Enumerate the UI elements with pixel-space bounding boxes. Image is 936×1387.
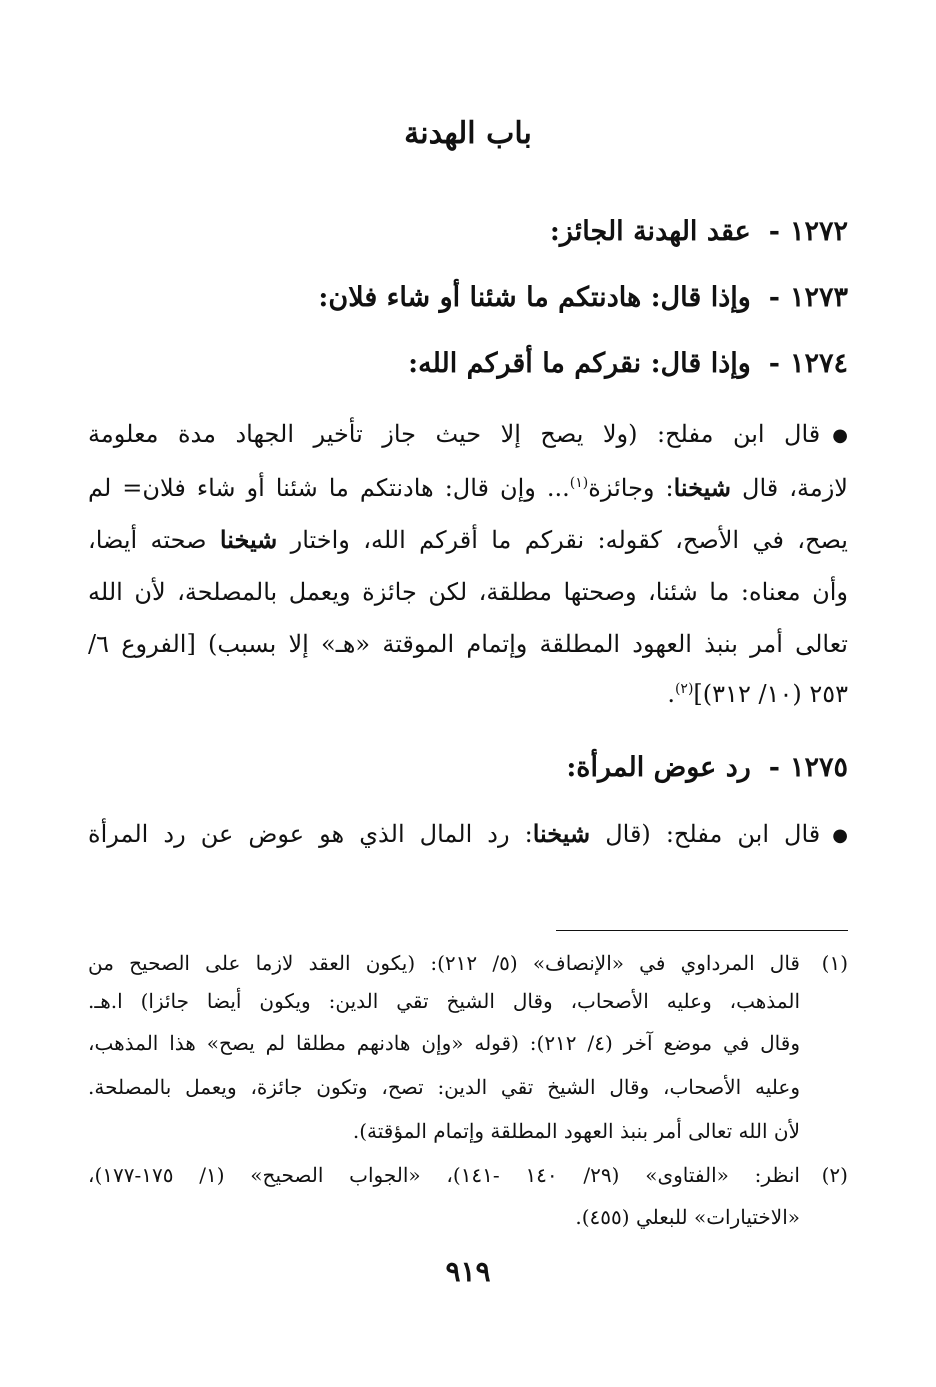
section-title: عقد الهدنة الجائز:: [549, 216, 751, 247]
paragraph-text: لازمة، قال: [731, 474, 848, 502]
section-dash: -: [768, 282, 780, 313]
page-number: ٩١٩: [445, 1255, 491, 1288]
section-heading-1275: [88, 746, 848, 790]
paragraph-text: يصح، في الأصح، كقوله: نقركم ما أقركم الله، واختار: [277, 526, 848, 554]
paragraph-line: [88, 414, 848, 456]
emphasis-shaykhuna: شيخنا: [219, 525, 278, 554]
section-dash: -: [768, 216, 780, 247]
footnote-text: انظر: «الفتاوى» (٢٩/ ١٤٠ -١٤١)، «الجواب الصحيح» (١/ ١٧٥-١٧٧)،: [88, 1163, 800, 1187]
bullet-icon: ●: [832, 424, 848, 446]
footnote-number: (٢): [821, 1163, 848, 1187]
section-number: ١٢٧٢: [789, 216, 848, 247]
section-number: ١٢٧٣: [789, 282, 848, 313]
section-title: رد عوض المرأة:: [566, 752, 751, 783]
section-dash: -: [768, 348, 780, 379]
paragraph-text: تعالى أمر بنبذ العهود المطلقة وإتمام الموقتة «هـ» إلا بسبب) [الفروع ٦/: [88, 630, 848, 658]
footnote-line: [88, 1114, 800, 1148]
section-dash: -: [768, 752, 780, 783]
footnote-line: [88, 984, 800, 1018]
footnote-line: [88, 1200, 800, 1234]
footnote-ref-1[interactable]: (١): [569, 475, 589, 491]
paragraph-line: [88, 520, 848, 560]
footnote-text: وعليه الأصحاب، وقال الشيخ تقي الدين: تصح، وتكون جائزة، ويعمل بالمصلحة.: [88, 1075, 801, 1099]
section-heading-1274: [88, 342, 848, 386]
emphasis-shaykhuna: شيخنا: [532, 819, 591, 848]
paragraph-line: [88, 468, 848, 508]
chapter-title: باب الهدنة: [404, 116, 532, 151]
footnote-text: لأن الله تعالى أمر بنبذ العهود المطلقة وإتمام المؤقتة).: [352, 1119, 800, 1143]
footnote-ref-2[interactable]: (٢): [674, 681, 694, 697]
section-heading-1273: [88, 276, 848, 320]
paragraph-text: : وجائزة: [588, 474, 674, 502]
footnote-number: (١): [821, 951, 848, 975]
footnote-text: قال المرداوي في «الإنصاف» (٥/ ٢١٢): (يكون العقد لازما على الصحيح من: [88, 951, 800, 975]
paragraph-text: ... وإن قال: هادنتكم ما شئنا أو شاء فلان= لم: [88, 474, 570, 502]
footnote-text: «الاختيارات» للبعلي (٤٥٥).: [575, 1205, 800, 1229]
paragraph-line: [88, 674, 848, 714]
footnote-line: [88, 1026, 800, 1060]
source-reference: ٢٥٣ (١٠/ ٣١٢)]: [693, 680, 848, 708]
footnote-separator: [556, 930, 848, 931]
paragraph-text: .: [667, 680, 675, 708]
bullet-icon: ●: [832, 824, 849, 846]
section-title: وإذا قال: هادنتكم ما شئنا أو شاء فلان:: [318, 282, 751, 313]
paragraph-line: [88, 624, 848, 664]
footnote-line: [88, 1070, 800, 1104]
footnote-text: وقال في موضع آخر (٤/ ٢١٢): (قوله «وإن هادنهم مطلقا لم يصح» هذا المذهب،: [88, 1031, 800, 1055]
paragraph-line: [88, 572, 848, 612]
paragraph-text: قال ابن مفلح: (قال: [590, 820, 821, 848]
section-heading-1272: [88, 210, 848, 254]
footnote-text: المذهب، وعليه الأصحاب، وقال الشيخ تقي الدين: ويكون أيضا جائزا) ا.هـ.: [88, 989, 800, 1013]
paragraph-line: [88, 814, 848, 856]
paragraph-text: : رد المال الذي هو عوض عن رد المرأة: [88, 820, 533, 848]
section-title: وإذا قال: نقركم ما أقركم الله:: [408, 348, 751, 379]
footnote-1: [88, 946, 848, 980]
paragraph-text: وأن معناه: ما شئنا، وصحتها مطلقة، لكن جائزة ويعمل بالمصلحة، لأن الله: [88, 578, 848, 606]
emphasis-shaykhuna: شيخنا: [673, 473, 731, 502]
paragraph-text: صحته أيضا،: [88, 526, 220, 554]
footnote-2: [88, 1158, 848, 1192]
paragraph-text: قال ابن مفلح: (ولا يصح إلا حيث جاز تأخير الجهاد مدة معلومة: [88, 420, 821, 448]
section-number: ١٢٧٥: [789, 752, 848, 783]
section-number: ١٢٧٤: [789, 348, 848, 379]
